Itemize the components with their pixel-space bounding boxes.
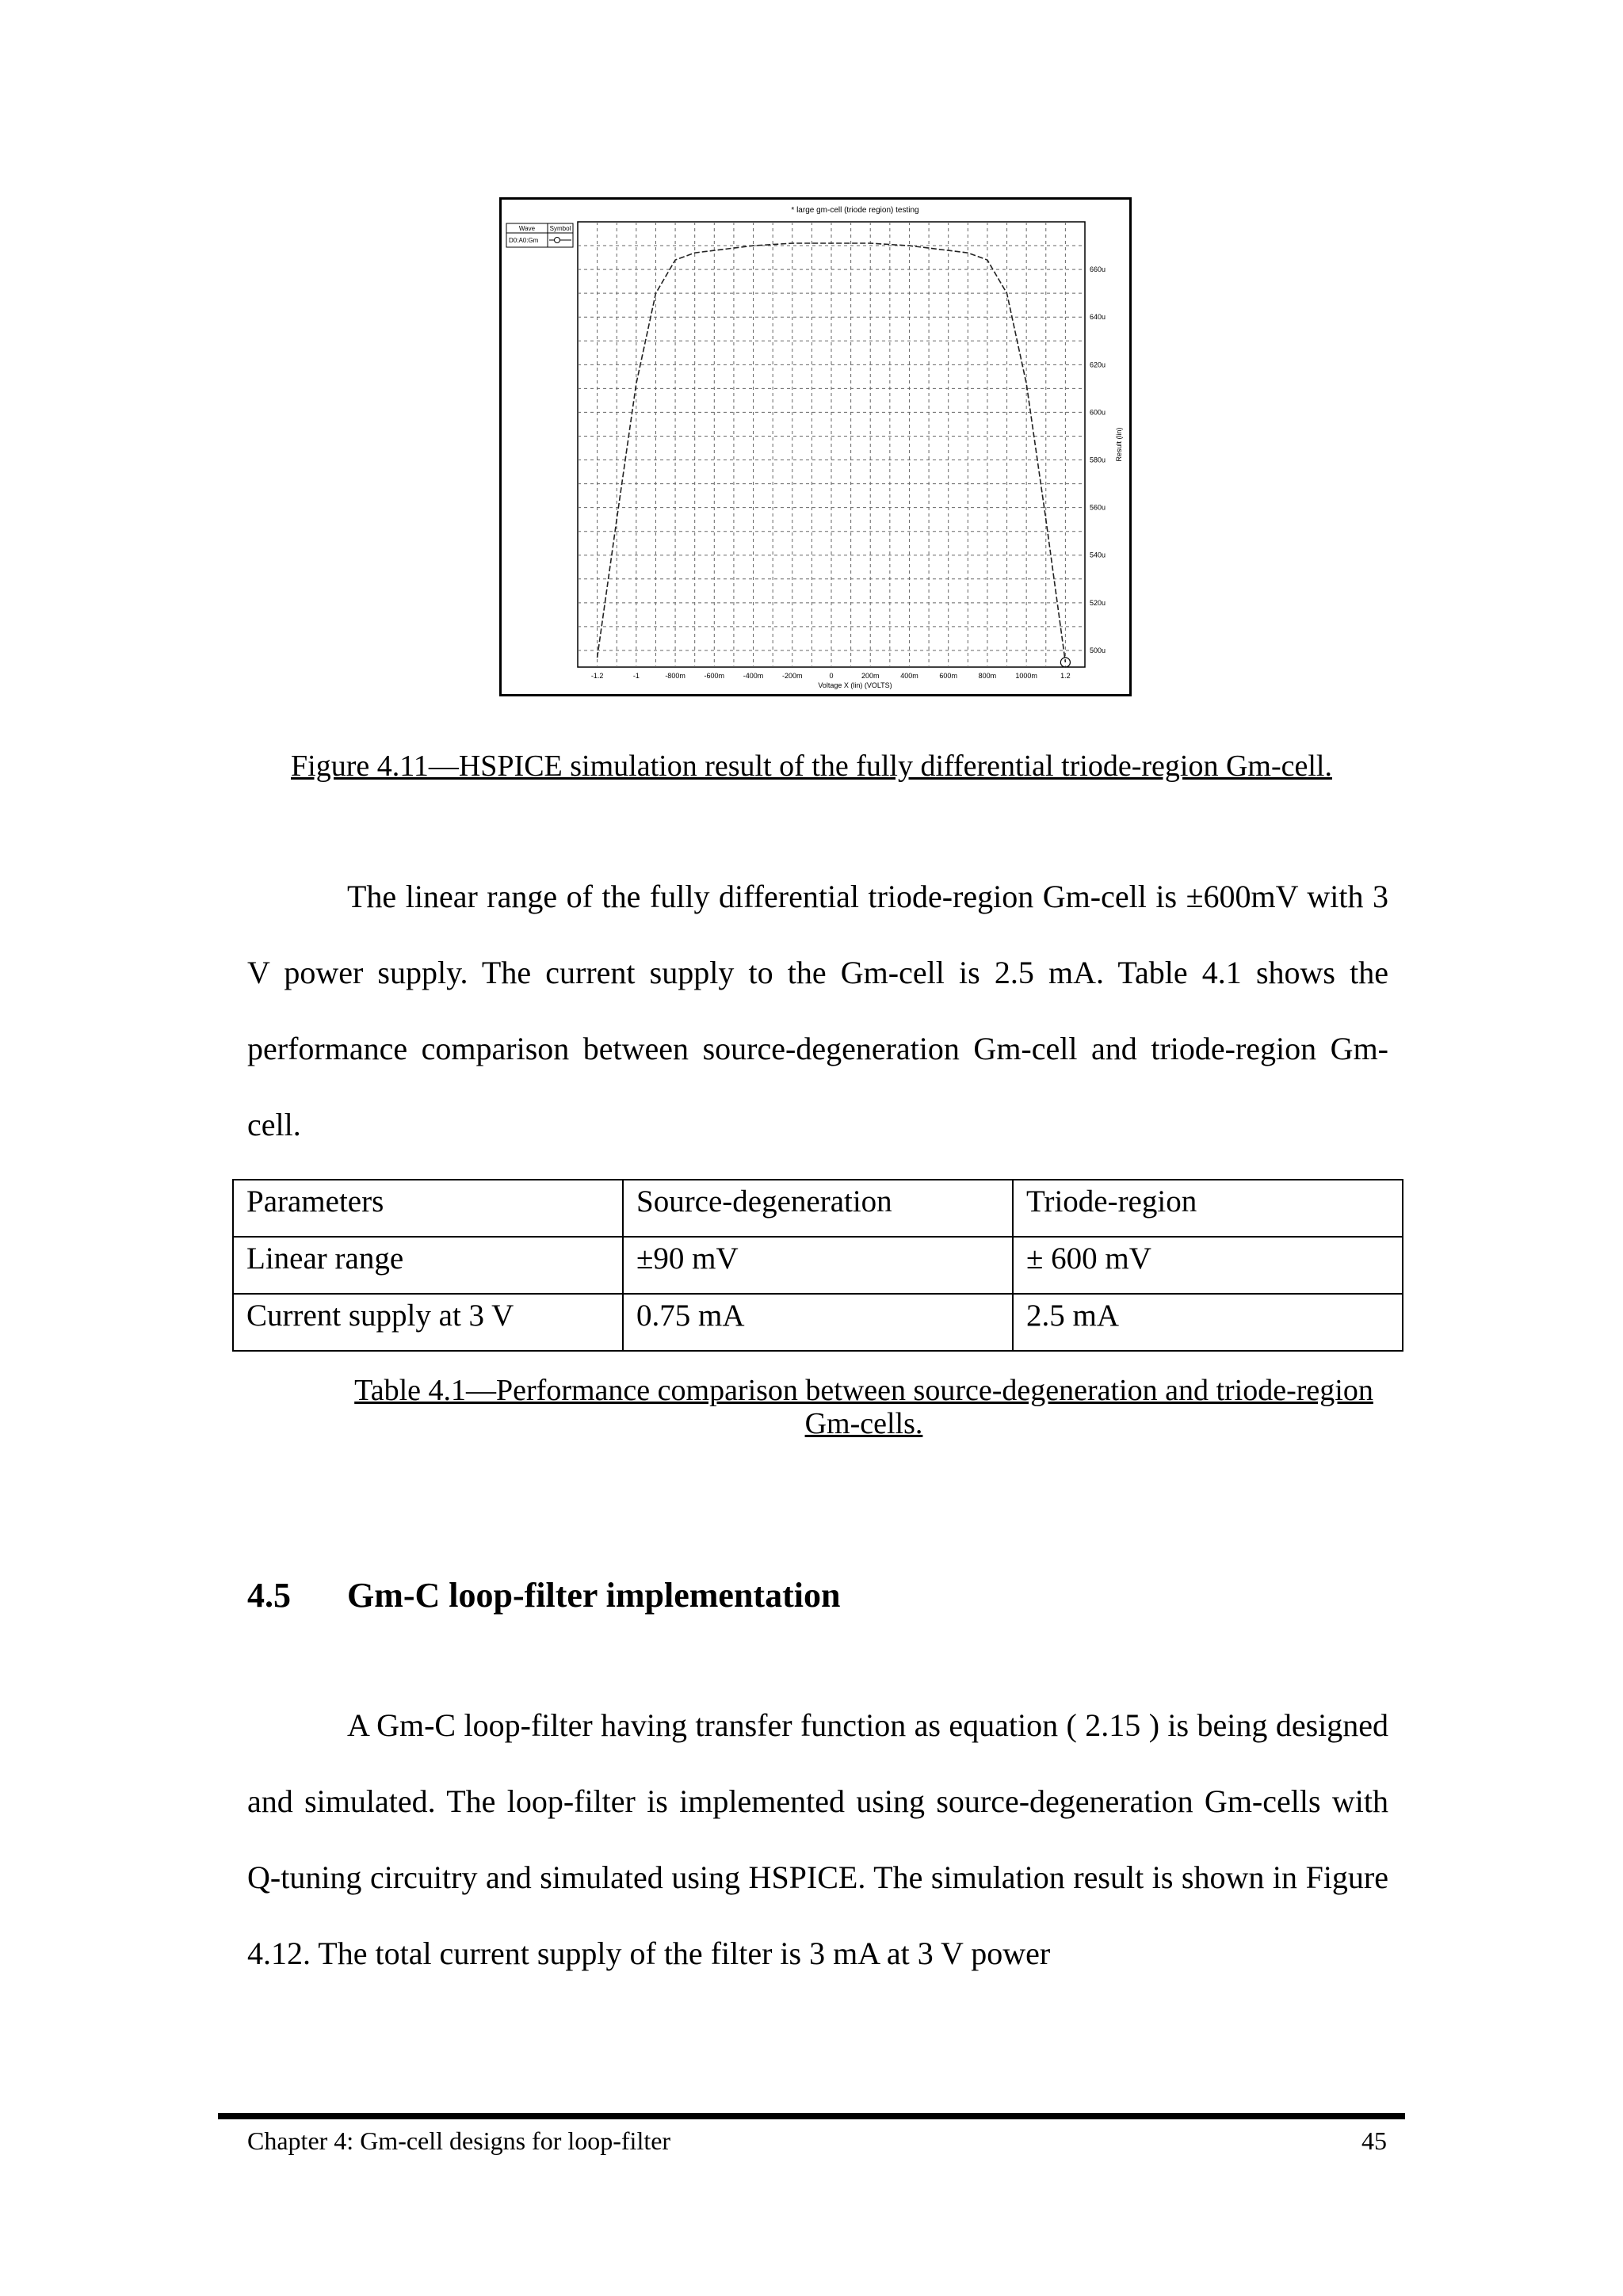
figure-caption: Figure 4.11—HSPICE simulation result of the fully differential triode-region Gm-cell. [291, 749, 1332, 783]
x-tick-label: -800m [665, 672, 685, 680]
body-paragraph-1 [247, 859, 1388, 1163]
legend-symbol-marker [555, 238, 560, 243]
x-tick-label: 1000m [1015, 672, 1037, 680]
table-cell: Parameters [233, 1180, 623, 1237]
performance-table [232, 1179, 1403, 1352]
legend-header-symbol: Symbol [549, 225, 571, 232]
y-tick-label: 660u [1090, 265, 1106, 274]
table-cell: ± 600 mV [1013, 1237, 1403, 1294]
y-tick-label: 540u [1090, 551, 1106, 559]
table-cell: Current supply at 3 V [233, 1294, 623, 1351]
footer-rule [218, 2113, 1405, 2119]
table-row [233, 1180, 1403, 1237]
table-cell: Linear range [233, 1237, 623, 1294]
body-paragraph-2 [247, 1688, 1388, 1992]
legend-entry: D0:A0:Gm [509, 237, 539, 244]
section-number: 4.5 [247, 1576, 291, 1615]
table-cell: 2.5 mA [1013, 1294, 1403, 1351]
y-tick-label: 580u [1090, 456, 1106, 464]
table-cell: ±90 mV [623, 1237, 1013, 1294]
page-number: 45 [1361, 2126, 1387, 2155]
table-cell: Triode-region [1013, 1180, 1403, 1237]
x-tick-label: 800m [978, 672, 997, 680]
table-row [233, 1237, 1403, 1294]
x-tick-label: -400m [743, 672, 764, 680]
gm-plot-svg [502, 200, 1129, 694]
x-tick-label: 200m [861, 672, 880, 680]
y-tick-label: 640u [1090, 313, 1106, 322]
paragraph-1-text: The linear range of the fully differential triode-region Gm-cell is ±600mV with 3 V power supply. The current supply to the Gm-cell is 2.5 mA. Table 4.1 shows the performance comparison between source-degeneration Gm-cell and triode-region Gm-cell. [247, 879, 1388, 1142]
x-tick-label: -200m [782, 672, 803, 680]
footer-chapter: Chapter 4: Gm-cell designs for loop-filter [247, 2126, 671, 2155]
x-tick-label: -600m [704, 672, 725, 680]
x-tick-label: 400m [900, 672, 918, 680]
x-tick-label: -1.2 [590, 672, 604, 680]
section-heading [247, 1575, 840, 1615]
table-caption: Table 4.1—Performance comparison between source-degeneration and triode-region Gm-cells. [354, 1374, 1373, 1440]
x-tick-label: 0 [829, 672, 834, 680]
y-tick-label: 500u [1090, 646, 1106, 654]
y-tick-label: 520u [1090, 598, 1106, 607]
plot-title: * large gm-cell (triode region) testing [791, 206, 919, 215]
legend-header-wave: Wave [518, 225, 536, 232]
x-tick-label: -1 [632, 672, 640, 680]
section-title: Gm-C loop-filter implementation [347, 1576, 841, 1615]
y-tick-label: 600u [1090, 408, 1106, 417]
y-tick-label: 560u [1090, 503, 1106, 512]
x-tick-label: 1.2 [1060, 672, 1071, 680]
table-cell: Source-degeneration [623, 1180, 1013, 1237]
figure-plot [499, 197, 1132, 696]
paragraph-2-text: A Gm-C loop-filter having transfer function as equation ( 2.15 ) is being designed and simulated. The loop-filter is implemented using source-degeneration Gm-cells with Q-tuning circuitry and simulated using HSPICE. The simulation result is shown in Figure 4.12. The total current supply of the filter is 3 mA at 3 V power [247, 1707, 1388, 1971]
y-tick-label: 620u [1090, 360, 1106, 369]
y-axis-label: Result (lin) [1115, 427, 1123, 462]
x-tick-label: 600m [939, 672, 957, 680]
x-axis-label: Voltage X (lin) (VOLTS) [818, 681, 892, 689]
table-cell: 0.75 mA [623, 1294, 1013, 1351]
table-row [233, 1294, 1403, 1351]
